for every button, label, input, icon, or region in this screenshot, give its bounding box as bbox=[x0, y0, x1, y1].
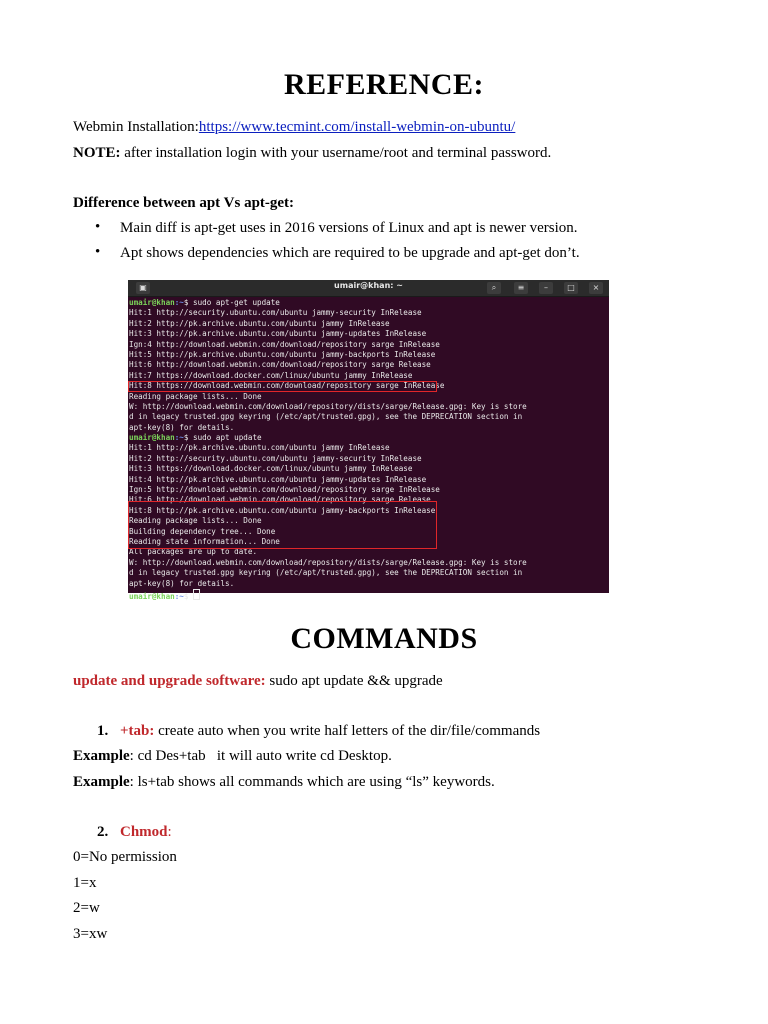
terminal-output bbox=[129, 298, 527, 599]
terminal-path: :~ bbox=[174, 591, 184, 601]
terminal-text: $ sudo apt update bbox=[183, 433, 262, 443]
example-label: Example bbox=[73, 748, 130, 764]
menu-icon: ≡ bbox=[514, 282, 528, 294]
permission-item: 0=No permission bbox=[73, 849, 177, 865]
terminal-titlebar bbox=[128, 280, 609, 297]
terminal-text: Reading package lists... Done bbox=[129, 516, 262, 526]
terminal-line bbox=[129, 340, 527, 350]
item2-label: Chmod bbox=[120, 824, 168, 840]
update-label: update and upgrade software: bbox=[73, 673, 266, 689]
bullet-dot: • bbox=[95, 219, 101, 235]
terminal-text: Hit:6 http://download.webmin.com/download/repository sarge Release bbox=[129, 360, 431, 370]
note-text: after installation login with your username/root and terminal password. bbox=[120, 145, 552, 161]
terminal-cursor bbox=[193, 589, 200, 600]
terminal-line bbox=[129, 423, 527, 433]
highlight-box bbox=[128, 381, 437, 392]
note-label: NOTE: bbox=[73, 145, 121, 161]
terminal-line bbox=[129, 412, 527, 422]
terminal-text: Hit:3 https://download.docker.com/linux/ubuntu jammy InRelease bbox=[129, 464, 413, 474]
terminal-line bbox=[129, 475, 527, 485]
item1-number: 1. bbox=[97, 723, 109, 739]
difference-heading: Difference between apt Vs apt-get: bbox=[73, 195, 295, 211]
terminal-prompt: umair@khan bbox=[129, 591, 175, 601]
permission-item: 2=w bbox=[73, 900, 100, 916]
terminal-line bbox=[129, 433, 527, 443]
item2-colon: : bbox=[167, 824, 172, 840]
terminal-text: Ign:4 http://download.webmin.com/download/repository sarge InRelease bbox=[129, 339, 440, 349]
terminal-text: Hit:8 http://pk.archive.ubuntu.com/ubuntu jammy-backports InRelease bbox=[129, 505, 436, 515]
example-text: : cd Des+tab it will auto write cd Desktop. bbox=[129, 748, 392, 764]
example-text: : ls+tab shows all commands which are using “ls” keywords. bbox=[129, 774, 495, 790]
terminal-line bbox=[129, 402, 527, 412]
terminal-text: apt-key(8) for details. bbox=[129, 578, 235, 588]
terminal-text: Hit:1 http://pk.archive.ubuntu.com/ubuntu jammy InRelease bbox=[129, 443, 390, 453]
search-icon: ⌕ bbox=[487, 282, 501, 294]
commands-heading: COMMANDS bbox=[290, 622, 478, 655]
terminal-line bbox=[129, 579, 527, 589]
terminal-text: W: http://download.webmin.com/download/repository/dists/sarge/Release.gpg: Key is store bbox=[129, 557, 527, 567]
terminal-text: $ sudo apt-get update bbox=[183, 298, 280, 307]
terminal-text: Hit:3 http://pk.archive.ubuntu.com/ubuntu jammy-updates InRelease bbox=[129, 329, 427, 339]
terminal-line bbox=[129, 464, 527, 474]
terminal-line bbox=[129, 392, 527, 402]
terminal-text: Hit:2 http://security.ubuntu.com/ubuntu jammy-security InRelease bbox=[129, 453, 422, 463]
item2-number: 2. bbox=[97, 824, 109, 840]
terminal-line bbox=[129, 308, 527, 318]
permission-item: 1=x bbox=[73, 875, 97, 891]
terminal-line bbox=[129, 443, 527, 453]
update-line bbox=[73, 673, 443, 690]
terminal-text: Building dependency tree... Done bbox=[129, 526, 276, 536]
terminal-text: Reading state information... Done bbox=[129, 536, 280, 546]
highlight-box bbox=[128, 501, 437, 549]
permission-item: 3=xw bbox=[73, 926, 108, 942]
terminal-text: d in legacy trusted.gpg keyring (/etc/apt/trusted.gpg), see the DEPRECATION section in bbox=[129, 412, 523, 422]
reference-heading: REFERENCE: bbox=[283, 68, 484, 101]
list-item: Apt shows dependencies which are required to be upgrade and apt-get don’t. bbox=[120, 245, 580, 261]
terminal-text: All packages are up to date. bbox=[129, 547, 258, 557]
maximize-icon: □ bbox=[564, 282, 578, 294]
terminal-screenshot bbox=[128, 280, 609, 601]
terminal-text: Hit:1 http://security.ubuntu.com/ubuntu jammy-security InRelease bbox=[129, 308, 422, 318]
terminal-text: apt-key(8) for details. bbox=[129, 422, 235, 432]
terminal-path: :~ bbox=[174, 433, 184, 443]
terminal-line bbox=[129, 454, 527, 464]
terminal-text: W: http://download.webmin.com/download/repository/dists/sarge/Release.gpg: Key is store bbox=[129, 401, 527, 411]
terminal-prompt: umair@khan bbox=[129, 433, 175, 443]
item1-text: create auto when you write half letters of the dir/file/commands bbox=[154, 723, 541, 739]
example-label: Example bbox=[73, 774, 130, 790]
terminal-line bbox=[129, 485, 527, 495]
terminal-title: umair@khan: ~ bbox=[334, 281, 403, 290]
terminal-line bbox=[129, 298, 527, 308]
terminal-path: :~ bbox=[174, 298, 184, 307]
example-line bbox=[73, 748, 392, 765]
terminal-line bbox=[129, 371, 527, 381]
list-item: Main diff is apt-get uses in 2016 versions of Linux and apt is newer version. bbox=[120, 220, 578, 236]
close-icon: × bbox=[589, 282, 603, 294]
terminal-text: Hit:2 http://pk.archive.ubuntu.com/ubuntu jammy InRelease bbox=[129, 318, 390, 328]
bullet-dot: • bbox=[95, 244, 101, 260]
example-line bbox=[73, 774, 495, 791]
terminal-text: Hit:7 https://download.docker.com/linux/ubuntu jammy InRelease bbox=[129, 370, 413, 380]
terminal-text: Hit:6 http://download.webmin.com/download/repository sarge Release bbox=[129, 495, 431, 505]
minimize-icon: – bbox=[539, 282, 553, 294]
terminal-line bbox=[129, 319, 527, 329]
webmin-link[interactable]: https://www.tecmint.com/install-webmin-on-ubuntu/ bbox=[198, 119, 516, 135]
terminal-line bbox=[129, 558, 527, 568]
terminal-text: Hit:8 https://download.webmin.com/download/repository sarge InRelease bbox=[129, 381, 445, 391]
terminal-text: Hit:4 http://pk.archive.ubuntu.com/ubuntu jammy-updates InRelease bbox=[129, 474, 427, 484]
terminal-text: d in legacy trusted.gpg keyring (/etc/apt/trusted.gpg), see the DEPRECATION section in bbox=[129, 568, 523, 578]
terminal-line bbox=[129, 568, 527, 578]
terminal-prompt: umair@khan bbox=[129, 298, 175, 307]
webmin-line bbox=[73, 119, 515, 136]
new-tab-icon: ▣ bbox=[136, 282, 150, 294]
webmin-label: Webmin Installation: bbox=[73, 119, 199, 135]
item1-label: +tab: bbox=[120, 723, 155, 739]
terminal-text: Hit:5 http://pk.archive.ubuntu.com/ubuntu jammy-backports InRelease bbox=[129, 349, 436, 359]
terminal-text: Ign:5 http://download.webmin.com/download/repository sarge InRelease bbox=[129, 485, 440, 495]
terminal-line bbox=[129, 329, 527, 339]
note-line bbox=[73, 145, 551, 162]
terminal-line bbox=[129, 360, 527, 370]
terminal-text: Reading package lists... Done bbox=[129, 391, 262, 401]
terminal-line bbox=[129, 350, 527, 360]
update-text: sudo apt update && upgrade bbox=[265, 673, 443, 689]
terminal-line bbox=[129, 589, 527, 599]
terminal-text: $ bbox=[183, 591, 194, 601]
